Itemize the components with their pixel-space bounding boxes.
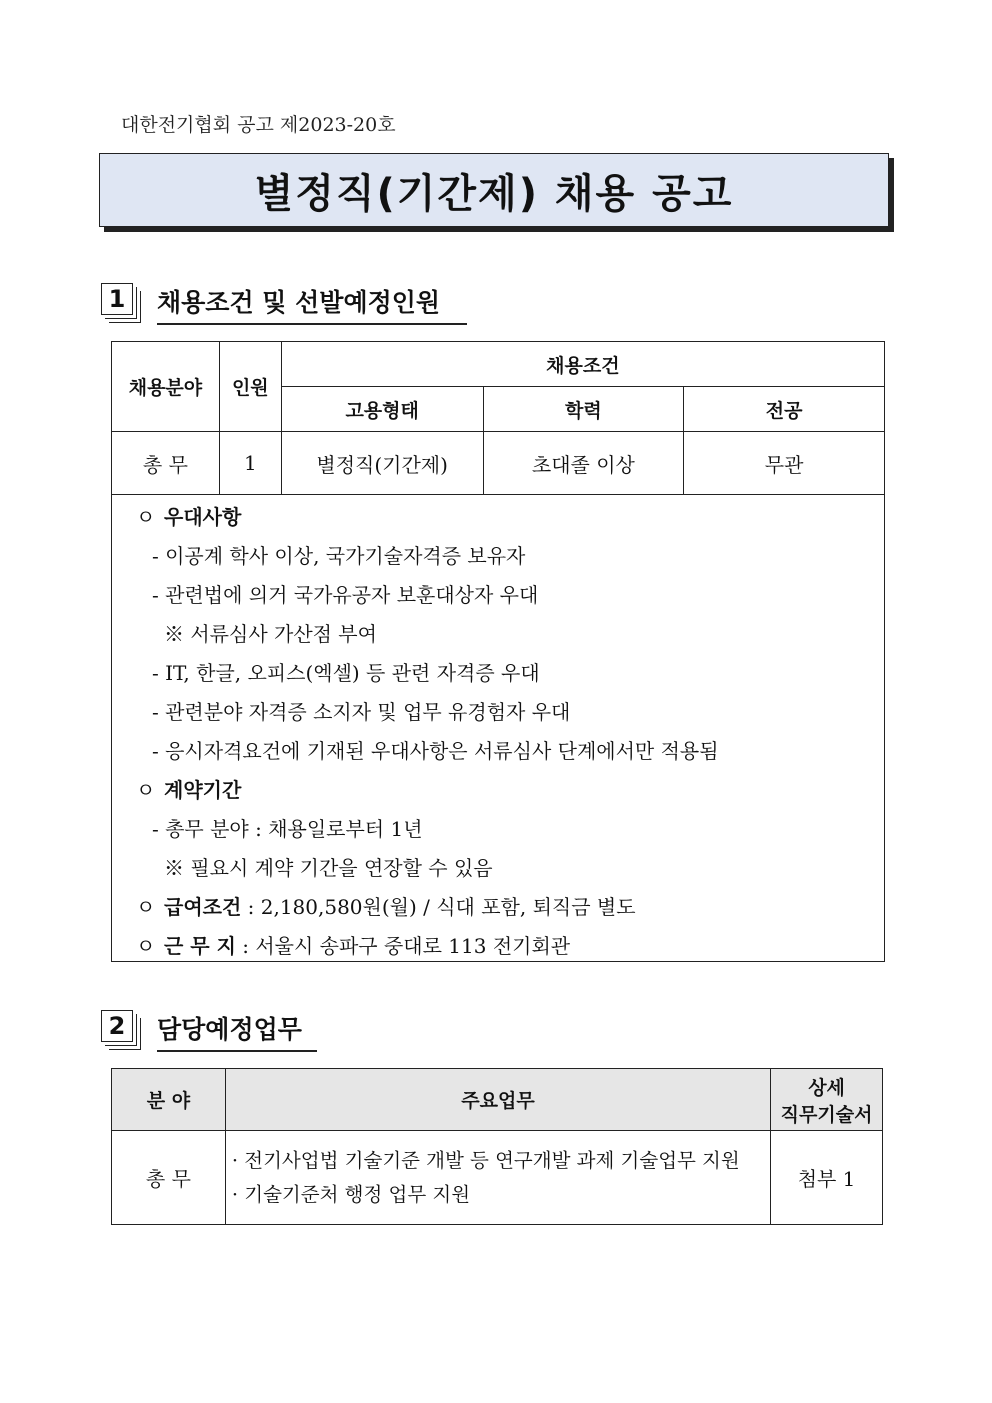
- section-1-number: 1: [101, 283, 133, 315]
- workplace-line: [136, 930, 570, 959]
- cell-count: 1: [219, 432, 281, 495]
- contract-heading: [136, 774, 241, 803]
- header-employment-type: 고용형태: [281, 387, 483, 432]
- header-education: 학력: [483, 387, 684, 432]
- header-job-description-line2: 직무기술서: [780, 1103, 873, 1126]
- preference-item: - 관련분야 자격증 소지자 및 업무 유경험자 우대: [152, 700, 571, 724]
- page-title: 별정직(기간제) 채용 공고: [254, 170, 734, 217]
- cell-major: 무관: [684, 432, 885, 495]
- cell-field: 총 무: [112, 432, 220, 495]
- preference-note: ※ 서류심사 가산점 부여: [164, 622, 377, 646]
- duties-table: [111, 1068, 883, 1225]
- preference-heading: [136, 501, 241, 530]
- details-box: [111, 495, 885, 962]
- header-field: 채용분야: [112, 342, 220, 432]
- header-duty-field: 분 야: [112, 1069, 226, 1131]
- preference-item: - 이공계 학사 이상, 국가기술자격증 보유자: [152, 544, 526, 568]
- title-banner: [99, 153, 889, 227]
- bullet: ㅇ: [136, 934, 156, 958]
- cell-employment-type: 별정직(기간제): [281, 432, 483, 495]
- bullet: ㅇ: [136, 778, 156, 802]
- header-conditions: 채용조건: [281, 342, 884, 387]
- bullet: ㅇ: [136, 505, 156, 529]
- cell-duty-field: 총 무: [112, 1131, 226, 1225]
- workplace-label: 근 무 지: [164, 934, 236, 958]
- cell-education: 초대졸 이상: [483, 432, 684, 495]
- salary-label: 급여조건: [164, 895, 242, 919]
- recruitment-table: [111, 341, 885, 495]
- preference-item: - 관련법에 의거 국가유공자 보훈대상자 우대: [152, 583, 539, 607]
- preference-item: - IT, 한글, 오피스(엑셀) 등 관련 자격증 우대: [152, 661, 540, 685]
- header-major: 전공: [684, 387, 885, 432]
- duty-item: · 기술기준처 행정 업무 지원: [231, 1182, 471, 1206]
- header-job-description: [771, 1069, 883, 1131]
- contract-note: ※ 필요시 계약 기간을 연장할 수 있음: [164, 856, 493, 880]
- header-job-description-line1: 상세: [808, 1076, 845, 1099]
- salary-line: [136, 891, 636, 920]
- workplace-value: : 서울시 송파구 중대로 113 전기회관: [235, 934, 571, 958]
- notice-number: 대한전기협회 공고 제2023-20호: [121, 114, 396, 136]
- cell-duties: [225, 1131, 770, 1225]
- salary-value: : 2,180,580원(월) / 식대 포함, 퇴직금 별도: [241, 895, 636, 919]
- contract-label: 계약기간: [164, 778, 242, 802]
- header-main-duties: 주요업무: [225, 1069, 770, 1131]
- header-count: 인원: [219, 342, 281, 432]
- bullet: ㅇ: [136, 895, 156, 919]
- preference-label: 우대사항: [164, 505, 242, 529]
- section-2-number: 2: [101, 1010, 133, 1042]
- cell-attachment: 첨부 1: [771, 1131, 883, 1225]
- section-1-title: 채용조건 및 선발예정인원: [157, 283, 467, 325]
- contract-item: - 총무 분야 : 채용일로부터 1년: [152, 817, 423, 841]
- section-2-title: 담당예정업무: [157, 1010, 317, 1052]
- duty-item: · 전기사업법 기술기준 개발 등 연구개발 과제 기술업무 지원: [231, 1148, 740, 1172]
- preference-item: - 응시자격요건에 기재된 우대사항은 서류심사 단계에서만 적용됨: [152, 739, 719, 763]
